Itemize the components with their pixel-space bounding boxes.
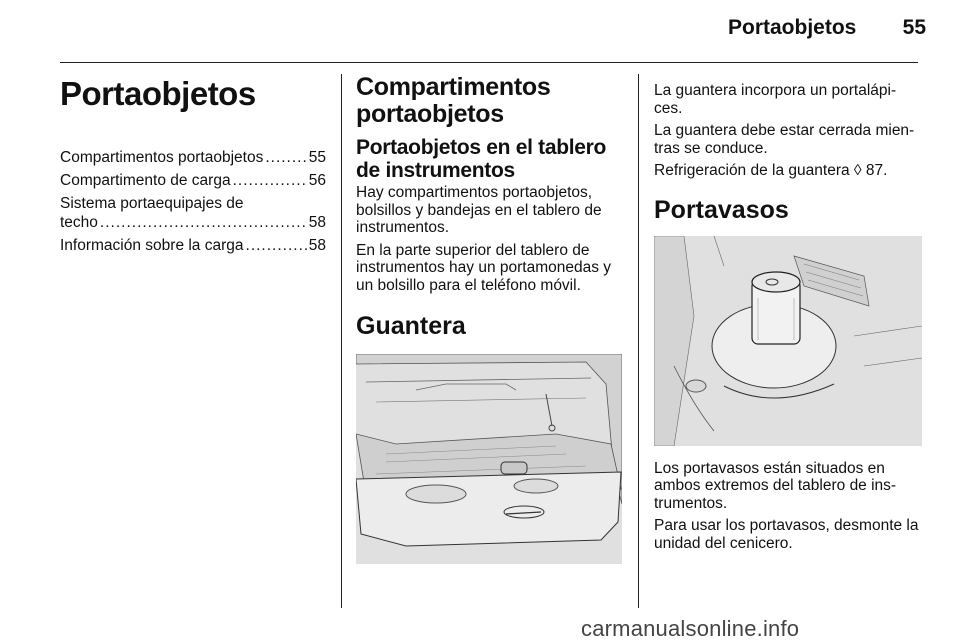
- section-title: Compartimentos portaobjetos: [356, 73, 551, 128]
- paragraph: La guantera debe estar cerrada mien-tras se conduce.: [654, 122, 915, 157]
- paragraph: Hay compartimentos portaobjetos, bolsillos y bandejas en el tablero de instrumentos.: [356, 184, 602, 236]
- toc-item[interactable]: [60, 148, 326, 167]
- chapter-title: Portaobjetos: [60, 75, 256, 112]
- toc-item-page: 58: [308, 237, 326, 254]
- toc-item-page: 56: [308, 172, 326, 189]
- toc-leader: [246, 236, 307, 255]
- paragraph: Para usar los portavasos, desmonte la unidad del cenicero.: [654, 517, 919, 552]
- header-rule: [60, 62, 918, 63]
- table-of-contents: [60, 148, 326, 255]
- right-column: [654, 74, 922, 557]
- paragraph: La guantera incorpora un portalápi-ces.: [654, 82, 897, 117]
- toc-item[interactable]: [60, 194, 326, 232]
- toc-item-page: 55: [308, 149, 326, 166]
- portavasos-heading: Portavasos: [654, 195, 789, 224]
- glovebox-illustration: [356, 354, 622, 564]
- toc-item-title-cont: techo: [60, 214, 98, 231]
- header-title: Portaobjetos: [728, 16, 857, 39]
- toc-item[interactable]: [60, 171, 326, 190]
- toc-item-title: Sistema portaequipajes de: [60, 195, 244, 212]
- cupholder-illustration: [654, 236, 922, 446]
- toc-item[interactable]: [60, 236, 326, 255]
- paragraph-text: Refrigeración de la guantera: [654, 162, 850, 179]
- watermark: carmanualsonline.info: [581, 616, 800, 641]
- toc-leader: [233, 171, 307, 190]
- subsection-title: Portaobjetos en el tablero de instrumentos: [356, 136, 607, 182]
- left-column: [60, 74, 326, 259]
- guantera-heading: Guantera: [356, 312, 466, 340]
- column-divider-1: [341, 74, 342, 608]
- reference-arrow-icon: ◊: [853, 162, 862, 179]
- paragraph: En la parte superior del tablero de instrumentos hay un portamonedas y un bolsillo para el teléfono móvil.: [356, 241, 612, 294]
- toc-item-title: Compartimentos portaobjetos: [60, 149, 264, 166]
- toc-item-page: 58: [308, 214, 326, 231]
- toc-leader: [100, 213, 307, 232]
- column-divider-2: [638, 74, 639, 608]
- paragraph: Los portavasos están situados en ambos extremos del tablero de ins-trumentos.: [654, 459, 897, 512]
- page-number: 55: [902, 16, 926, 39]
- paragraph-with-reference: [654, 162, 922, 180]
- toc-item-title: Información sobre la carga: [60, 237, 244, 254]
- toc-leader: [265, 148, 306, 167]
- toc-item-title: Compartimento de carga: [60, 172, 231, 189]
- reference-page-link[interactable]: 87.: [865, 162, 888, 179]
- middle-column: [356, 74, 622, 564]
